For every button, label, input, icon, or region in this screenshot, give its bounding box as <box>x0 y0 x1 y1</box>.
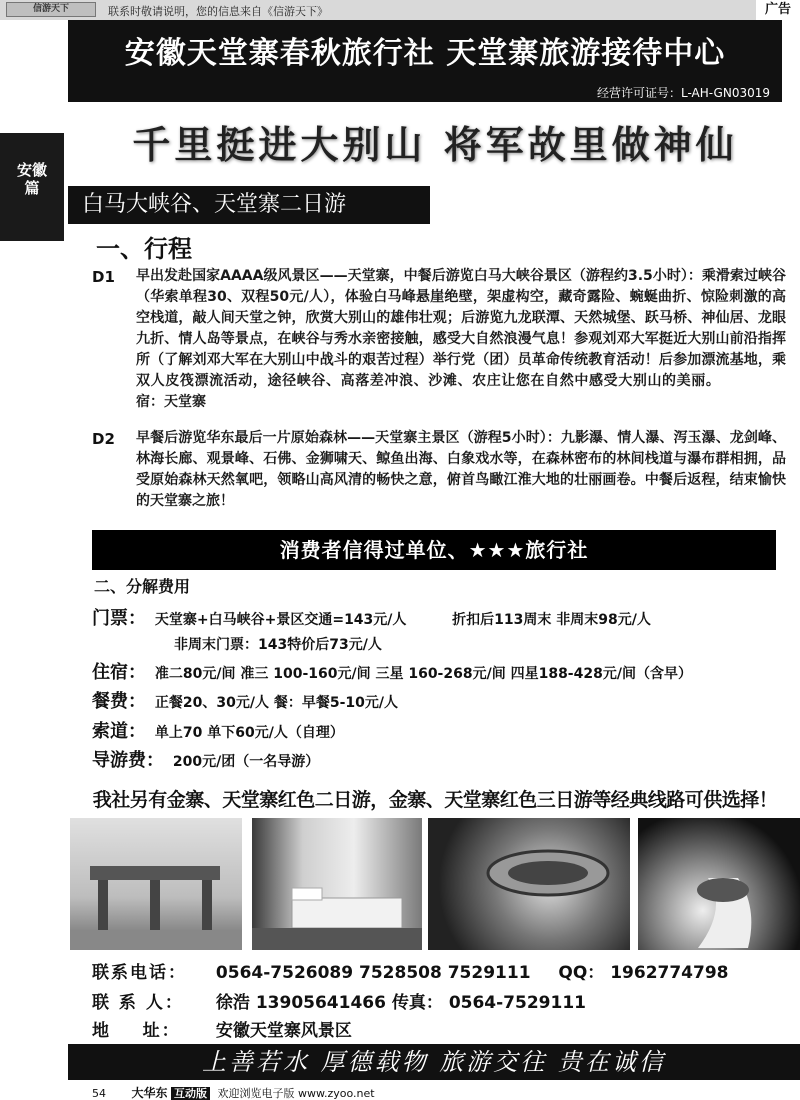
fee-tickets-line2: 非周末门票：143特价后73元/人 <box>174 637 382 653</box>
fee-meals-text: 正餐20、30元/人 餐：早餐5-10元/人 <box>154 695 398 711</box>
tour-name-banner: 白马大峡谷、天堂寨二日游 <box>68 186 430 224</box>
publication-logo: 信游天下 <box>6 2 96 17</box>
fee-tickets-line1: 天堂寨+白马峡谷+景区交通=143元/人 <box>154 612 407 628</box>
fee-lodging <box>92 658 692 684</box>
page-footer <box>92 1084 375 1100</box>
scenic-gate-photo <box>70 818 242 950</box>
fee-cableway-text: 单上70 单下60元/人（自理） <box>154 725 344 741</box>
person-label: 联 系 人： <box>92 993 184 1013</box>
region-tag-line2: 篇 <box>24 179 40 197</box>
day1-stay: 宿：天堂寨 <box>136 394 206 410</box>
source-note: 联系时敬请说明，您的信息来自《信游天下》 <box>108 5 328 18</box>
contact-address-row <box>92 1016 352 1041</box>
phone-numbers: 0564-7526089 7528508 7529111 <box>215 963 531 983</box>
address-text: 安徽天堂寨风景区 <box>215 1021 352 1041</box>
edition-badge: 互动版 <box>171 1087 210 1100</box>
memorial-gate-icon <box>70 818 242 950</box>
rafting-photo <box>428 818 630 950</box>
fee-lodging-text: 准二80元/间 准三 100-160元/间 三星 160-268元/间 四星188-428元/间（含早） <box>154 666 692 682</box>
waterfall-rafting-photo <box>638 818 800 950</box>
footer-slogan: 上善若水 厚德载物 旅游交往 贵在诚信 <box>68 1044 800 1080</box>
other-tours-promo: 我社另有金寨、天堂寨红色二日游，金寨、天堂寨红色三日游等经典线路可供选择！ <box>92 789 778 811</box>
qq-number: 1962774798 <box>610 963 729 983</box>
agency-title: 安徽天堂寨春秋旅行社 天堂寨旅游接待中心 <box>124 36 726 71</box>
fax-number: 0564-7529111 <box>448 993 586 1013</box>
fee-meals-label: 餐费： <box>92 691 146 712</box>
calligraphy-slogan: 千里挺进大别山 将军故里做神仙 <box>132 122 738 167</box>
page-number: 54 <box>92 1087 106 1100</box>
fee-guide <box>92 746 319 772</box>
fees-heading: 二、分解费用 <box>94 577 191 596</box>
agency-header <box>68 20 782 102</box>
fax-label: 传真： <box>391 993 443 1013</box>
day2-label: D2 <box>92 430 115 448</box>
contact-phone-row <box>92 958 729 983</box>
region-tag <box>0 133 64 241</box>
fee-guide-text: 200元/团（一名导游） <box>172 754 320 770</box>
fee-tickets-label: 门票： <box>92 608 146 629</box>
day2-description <box>136 428 786 512</box>
day1-text: 早出发赴国家AAAA级风景区——天堂寨，中餐后游览白马大峡谷景区（游程约3.5小时）：乘滑索过峡谷（华索单程30、双程50元/人），体验白马峰悬崖绝壁，架虚构空，藏奇露险、蜿蜒曲折、惊险刺激的高空栈道，敲人间天堂之钟，欣赏大别山的雄伟壮观；后游览九龙联潭、天然城堡、跃马桥、神仙居、龙眼九折、情人岛等景点，在峡谷与秀水亲密接触，感受大自然浪漫气息！参观刘邓大军挺近大别山前沿指挥所（了解刘邓大军在大别山中战斗的艰苦过程）举行党（团）员革命传统教育活动！后参加漂流基地，乘双人皮筏漂流活动，途径峡谷、高落差冲浪、沙滩、农庄让您在自然中感受大别山的美丽。 <box>136 268 786 389</box>
day1-label: D1 <box>92 268 115 286</box>
contact-person-row <box>92 988 586 1013</box>
day1-description <box>136 266 786 413</box>
fee-cableway-label: 索道： <box>92 721 146 742</box>
qq-label: QQ： <box>558 963 605 983</box>
day2-text: 早餐后游览华东最后一片原始森林——天堂寨主景区（游程5小时）：九影瀑、情人瀑、泻玉瀑、龙剑峰、林海长廊、观景峰、石佛、金狮啸天、鲸鱼出海、白象戏水等，在森林密布的林间栈道与瀑布群相拥，品受原始森林天然氧吧，领略山高风清的畅快之意，俯首鸟瞰江淮大地的壮丽画卷。中餐后返程，结束愉快的天堂寨之旅！ <box>136 430 786 509</box>
magazine-name: 大华东 <box>131 1086 168 1100</box>
fee-guide-label: 导游费： <box>92 750 164 771</box>
ad-label: 广告 <box>756 0 800 20</box>
hotel-room-photo <box>252 818 422 950</box>
fee-tickets <box>92 604 651 630</box>
waterfall-icon <box>638 818 800 950</box>
trust-banner: 消费者信得过单位、★★★旅行社 <box>92 530 776 570</box>
address-label: 地 址： <box>92 1021 181 1041</box>
license-number: 经营许可证号：L-AH-GN03019 <box>597 86 770 100</box>
person-name-phone: 徐浩 13905641466 <box>215 993 386 1013</box>
raft-icon <box>428 818 630 950</box>
region-tag-line1: 安徽 <box>16 161 47 179</box>
website-text: 欢迎浏览电子版 www.zyoo.net <box>217 1087 375 1100</box>
fee-cableway <box>92 717 344 743</box>
bed-icon <box>252 818 422 950</box>
fee-meals <box>92 687 398 713</box>
fee-lodging-label: 住宿： <box>92 662 146 683</box>
fee-tickets-discount: 折扣后113周末 非周末98元/人 <box>452 612 651 628</box>
top-bar <box>0 0 800 20</box>
itinerary-heading: 一、行程 <box>96 235 192 263</box>
phone-label: 联系电话： <box>92 963 187 983</box>
